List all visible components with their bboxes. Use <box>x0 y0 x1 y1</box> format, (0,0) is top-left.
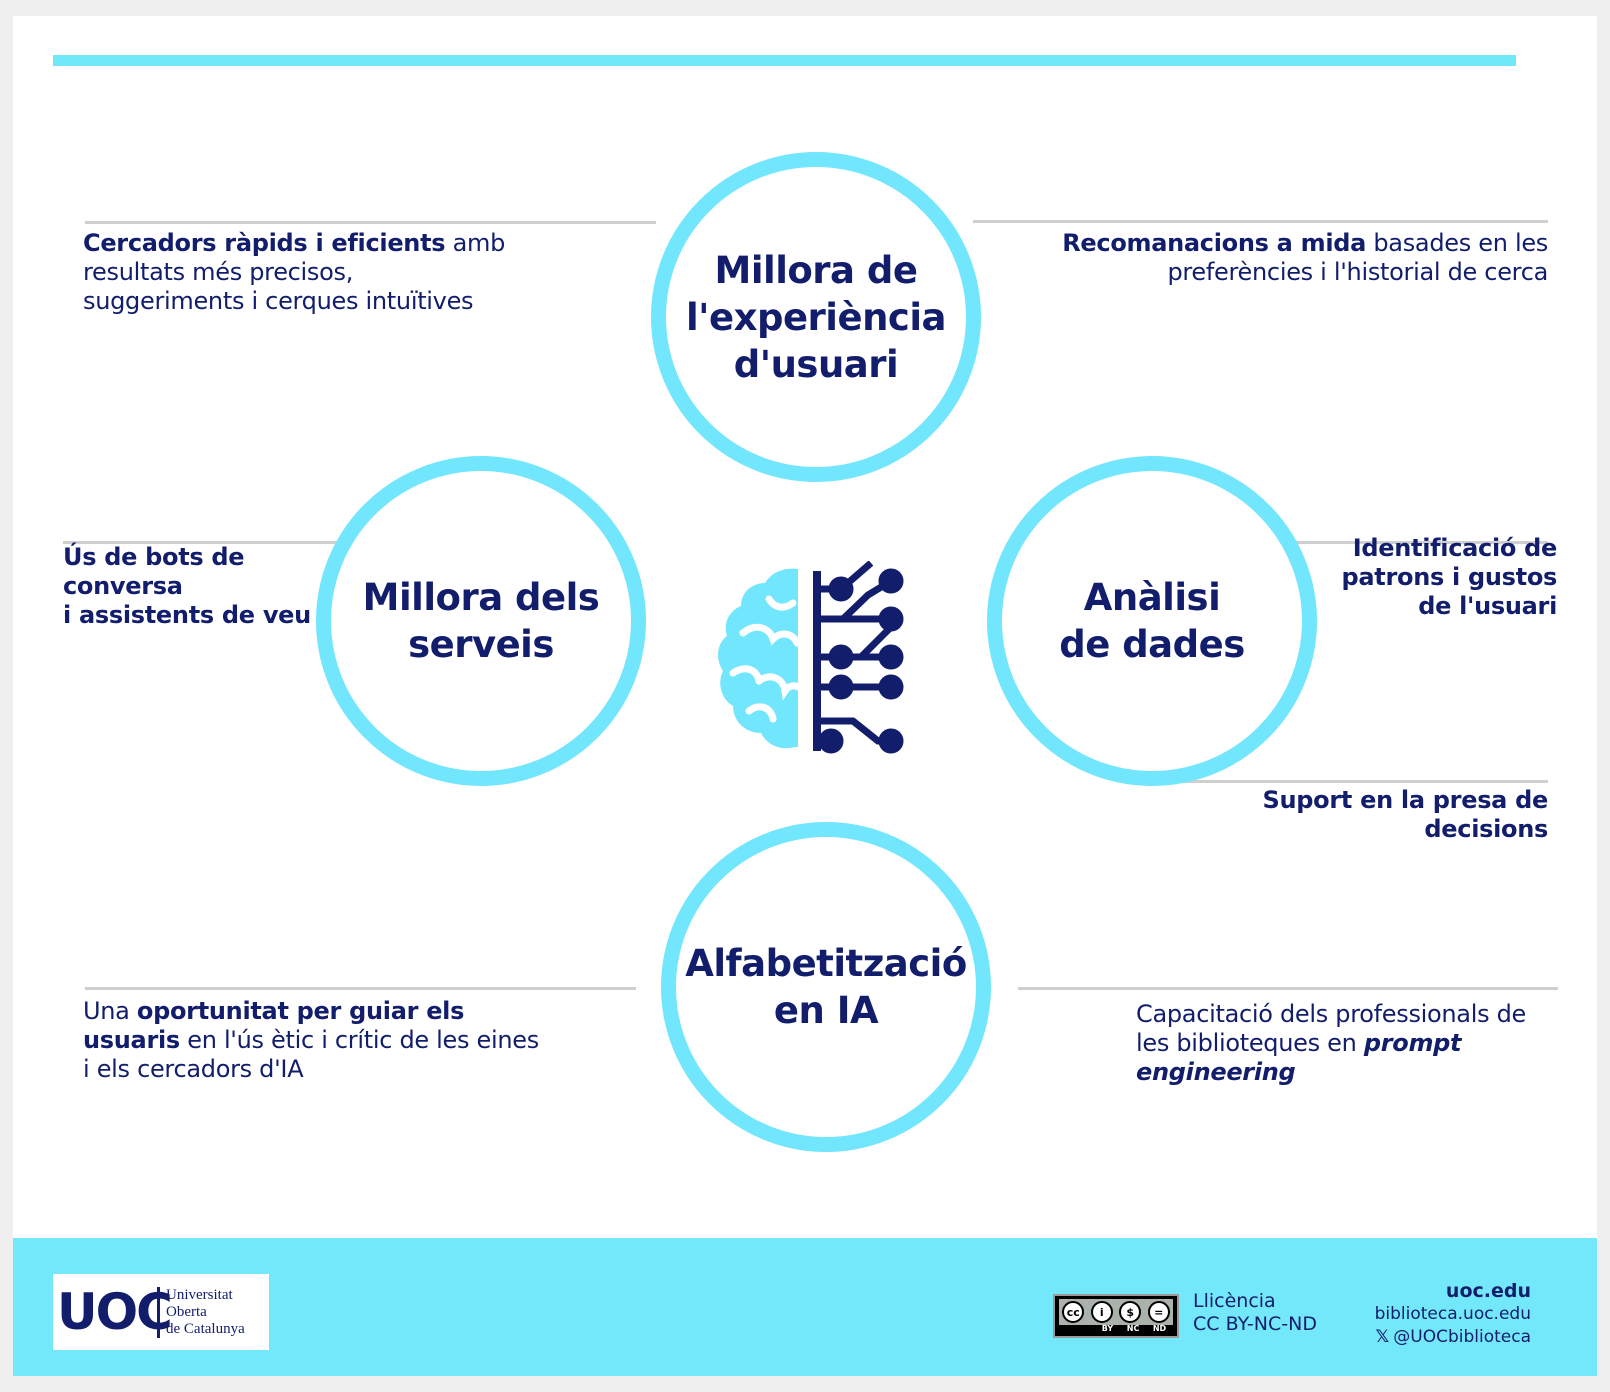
by-attribution-icon: i <box>1091 1301 1113 1323</box>
note-recommend-rest2: preferències i l'historial de cerca <box>1167 258 1548 286</box>
note-training-line1: Capacitació dels professionals de <box>1136 1000 1527 1028</box>
nc-noncommercial-icon: $ <box>1119 1301 1141 1323</box>
note-search-rest3: suggeriments i cerques intuïtives <box>83 287 474 315</box>
contact-links <box>1375 1280 1531 1349</box>
note-training-line2em: prompt <box>1363 1029 1462 1057</box>
note-guide-rest3: i els cercadors d'IA <box>83 1055 304 1083</box>
note-bots <box>63 543 311 630</box>
circle-ux-line2: l'experiència <box>686 295 946 339</box>
uoc-name-line1: Universitat <box>166 1286 233 1303</box>
note-patterns-line2: patrons i gustos <box>1341 563 1557 591</box>
circle-services <box>316 456 646 786</box>
circle-data-analysis <box>987 456 1317 786</box>
note-search-rest2: resultats més precisos, <box>83 258 354 286</box>
circle-ux-line1: Millora de <box>714 248 918 292</box>
cc-label-by: BY <box>1101 1324 1114 1333</box>
note-guide-pre: Una <box>83 997 137 1025</box>
circle-literacy-line1: Alfabetització <box>685 942 967 985</box>
note-patterns <box>1342 534 1557 621</box>
note-guide-bold1: oportunitat per guiar els <box>136 997 465 1025</box>
note-recommend-rest1: basades en les <box>1366 229 1548 257</box>
license-line1: Llicència <box>1193 1290 1276 1312</box>
rule-top-right <box>973 220 1548 223</box>
rule-bottom-left <box>85 987 636 990</box>
social-handle-row[interactable] <box>1375 1326 1531 1349</box>
uoc-name <box>157 1287 245 1338</box>
uoc-web-link[interactable]: uoc.edu <box>1445 1280 1531 1302</box>
note-recommend-bold: Recomanacions a mida <box>1062 229 1367 257</box>
note-recommendations <box>1062 229 1548 287</box>
note-decisions-line1: Suport en la presa de <box>1262 786 1548 814</box>
rule-top-left <box>85 221 656 224</box>
library-web-link[interactable]: biblioteca.uoc.edu <box>1374 1304 1531 1324</box>
note-patterns-line3: de l'usuari <box>1418 592 1557 620</box>
uoc-name-line3: de Catalunya <box>166 1320 245 1337</box>
note-decisions <box>1263 786 1549 844</box>
infographic-card <box>13 16 1597 1376</box>
note-guide-bold2: usuaris <box>83 1026 180 1054</box>
cc-label-nc: NC <box>1126 1324 1140 1333</box>
rule-lower-right <box>1148 780 1548 783</box>
cc-license-badge[interactable] <box>1053 1294 1179 1338</box>
note-bots-line3: i assistents de veu <box>63 601 311 629</box>
uoc-name-line2: Oberta <box>166 1303 207 1320</box>
note-search-bold: Cercadors ràpids i eficients <box>83 229 446 257</box>
cc-label-nd: ND <box>1152 1324 1167 1333</box>
ai-brain-circuit-icon <box>713 561 923 781</box>
license-text <box>1193 1290 1317 1336</box>
note-patterns-line1: Identificació de <box>1352 534 1557 562</box>
circle-literacy-line2: en IA <box>773 989 879 1032</box>
circle-data-line2: de dades <box>1059 623 1245 666</box>
note-guide-users <box>83 997 539 1084</box>
uoc-logo-letters: UOC <box>57 1283 171 1341</box>
circle-ux-line3: d'usuari <box>733 342 899 386</box>
uoc-logo[interactable] <box>53 1274 269 1350</box>
note-search-rest1: amb <box>445 229 506 257</box>
note-decisions-line2: decisions <box>1424 815 1548 843</box>
circle-ai-literacy <box>661 822 991 1152</box>
note-bots-line2: conversa <box>63 572 183 600</box>
top-accent-bar <box>53 55 1516 66</box>
circle-user-experience <box>651 152 981 482</box>
footer <box>13 1238 1597 1376</box>
note-training-line2pre: les biblioteques en <box>1136 1029 1364 1057</box>
social-handle: @UOCbiblioteca <box>1393 1327 1531 1347</box>
note-training-line3em: engineering <box>1136 1058 1296 1086</box>
cc-icon: cc <box>1062 1301 1084 1323</box>
nd-noderivs-icon: = <box>1148 1301 1170 1323</box>
rule-bottom-right <box>1018 987 1558 990</box>
note-search-engines <box>83 229 505 316</box>
circle-services-line1: Millora dels <box>362 576 600 619</box>
note-guide-rest2: en l'ús ètic i crític de les eines <box>179 1026 539 1054</box>
circle-services-line2: serveis <box>408 623 554 666</box>
note-training <box>1136 1000 1526 1087</box>
x-twitter-icon: 𝕏 <box>1375 1327 1390 1347</box>
note-bots-line1: Ús de bots de <box>63 543 245 571</box>
circle-data-line1: Anàlisi <box>1083 576 1221 619</box>
license-line2: CC BY-NC-ND <box>1193 1313 1317 1335</box>
